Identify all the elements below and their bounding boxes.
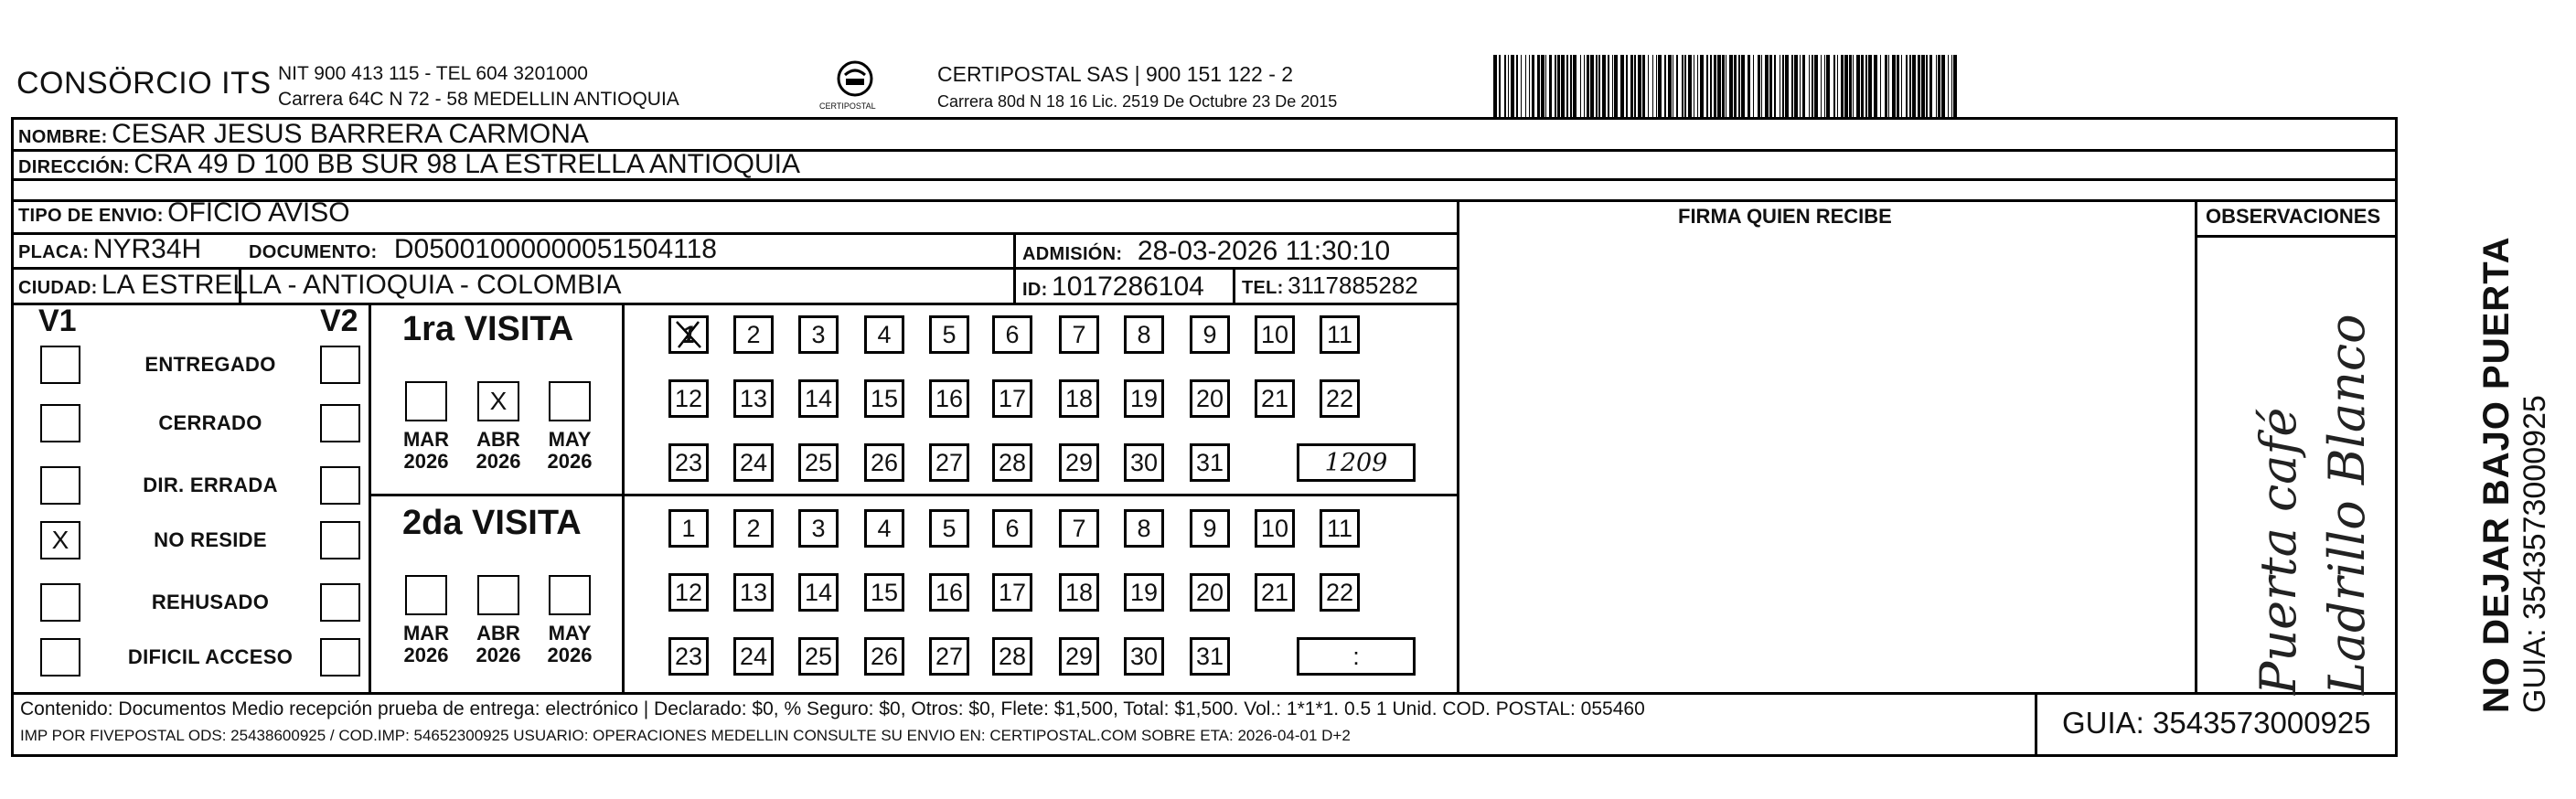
company-nit: NIT 900 413 115 - TEL 604 3201000 <box>278 63 588 84</box>
visit-month-checkbox[interactable] <box>549 381 591 421</box>
visit-day-box[interactable]: 2 <box>733 315 774 354</box>
visit-day-box[interactable]: 11 <box>1320 315 1360 354</box>
visit-day-box[interactable]: 25 <box>798 443 839 482</box>
visit-time-box[interactable]: : <box>1297 637 1416 676</box>
side-guia: GUIA: 3543573000925 <box>2517 395 2552 713</box>
id-value: 1017286104 <box>1052 272 1204 302</box>
visit-day-box[interactable]: 2 <box>733 509 774 548</box>
month-year: 2026 <box>476 644 521 666</box>
visit-day-box[interactable]: 9 <box>1190 315 1230 354</box>
visit-day-box[interactable]: 26 <box>864 443 904 482</box>
company-address: Carrera 64C N 72 - 58 MEDELLIN ANTIOQUIA <box>278 89 679 110</box>
month-name: MAY <box>548 428 592 451</box>
side-notice <box>2476 236 2553 713</box>
visit-day-box[interactable]: 31 <box>1190 637 1230 676</box>
tel-label: TEL: <box>1242 278 1284 298</box>
visit-month-label <box>396 623 456 666</box>
visit-day-box[interactable]: 8 <box>1124 509 1164 548</box>
visit-month-checkbox[interactable] <box>405 575 447 615</box>
v2-status-checkbox[interactable] <box>320 638 360 676</box>
visit-month-label <box>540 429 600 473</box>
visit-day-box[interactable]: 20 <box>1190 379 1230 418</box>
visit-day-box[interactable]: 20 <box>1190 573 1230 612</box>
observations-title: OBSERVACIONES <box>2206 205 2381 228</box>
visit-day-box[interactable]: 22 <box>1320 573 1360 612</box>
visit-day-box[interactable]: 23 <box>668 637 709 676</box>
visit-day-box[interactable]: 15 <box>864 379 904 418</box>
visit-day-box[interactable]: 27 <box>929 443 969 482</box>
plate-label: PLACA: <box>18 242 90 262</box>
month-year: 2026 <box>476 450 521 473</box>
plate-value: NYR34H <box>92 234 202 264</box>
visit-day-box[interactable]: 3 <box>798 315 839 354</box>
visit-day-box[interactable]: 19 <box>1124 573 1164 612</box>
visit-day-box[interactable]: 18 <box>1059 379 1099 418</box>
visit-day-box[interactable]: 30 <box>1124 443 1164 482</box>
visit-month-checkbox[interactable] <box>477 575 519 615</box>
visit-day-box[interactable]: 5 <box>929 509 969 548</box>
visit-day-box[interactable]: 27 <box>929 637 969 676</box>
month-year: 2026 <box>547 450 593 473</box>
visit-day-box[interactable]: 6 <box>992 315 1032 354</box>
recipient-address: CRA 49 D 100 BB SUR 98 LA ESTRELLA ANTIOQUIA <box>134 149 801 179</box>
visit-day-box[interactable]: 13 <box>733 379 774 418</box>
month-name: ABR <box>476 622 520 645</box>
status-label: CERRADO <box>158 411 262 434</box>
month-year: 2026 <box>403 644 449 666</box>
visit-month-label <box>468 429 529 473</box>
visit-day-box[interactable]: 11 <box>1320 509 1360 548</box>
visit-day-box[interactable]: 16 <box>929 379 969 418</box>
visit-day-box[interactable]: 10 <box>1255 315 1295 354</box>
visit-day-box[interactable]: 24 <box>733 443 774 482</box>
certipostal-company: CERTIPOSTAL SAS | 900 151 122 - 2 <box>937 62 1294 86</box>
status-label: REHUSADO <box>151 591 270 613</box>
certipostal-license: Carrera 80d N 18 16 Lic. 2519 De Octubre 23 De 2015 <box>937 92 1338 111</box>
v2-header: V2 <box>320 304 358 338</box>
tracking-barcode <box>1493 55 2218 117</box>
v1-status-checkbox[interactable]: X <box>40 521 80 559</box>
status-label: ENTREGADO <box>144 353 276 376</box>
visit-day-box[interactable]: 10 <box>1255 509 1295 548</box>
document-label: DOCUMENTO: <box>249 242 378 262</box>
v1-status-checkbox[interactable] <box>40 404 80 442</box>
visit-day-box[interactable]: 30 <box>1124 637 1164 676</box>
visit-day-box[interactable]: 8 <box>1124 315 1164 354</box>
print-info: IMP POR FIVEPOSTAL ODS: 25438600925 / COD.IMP: 54652300925 USUARIO: OPERACIONES MEDELLIN CONSULTE SU ENVIO EN: CERTIPOSTAL.COM SOBRE ETA: 2026-04-01 D+2 <box>20 727 1351 744</box>
visit-day-box[interactable]: 4 <box>864 509 904 548</box>
visit-day-box[interactable]: 25 <box>798 637 839 676</box>
company-brand: CONSÖRCIO ITS <box>16 66 272 101</box>
visit-day-box[interactable]: 12 <box>668 379 709 418</box>
visit-day-box[interactable]: 1 <box>668 315 709 354</box>
v2-status-checkbox[interactable] <box>320 521 360 559</box>
visit-day-box[interactable]: 21 <box>1255 379 1295 418</box>
visit-day-box[interactable]: 31 <box>1190 443 1230 482</box>
month-name: MAR <box>402 622 450 645</box>
visit-day-box[interactable]: 18 <box>1059 573 1099 612</box>
visit-title: 1ra VISITA <box>402 310 574 348</box>
visit-time-box[interactable]: 1209 <box>1297 443 1416 482</box>
visit-day-box[interactable]: 19 <box>1124 379 1164 418</box>
visit-day-box[interactable]: 23 <box>668 443 709 482</box>
visit-day-box[interactable]: 6 <box>992 509 1032 548</box>
month-year: 2026 <box>403 450 449 473</box>
visit-day-box[interactable]: 17 <box>992 379 1032 418</box>
visit-day-box[interactable]: 21 <box>1255 573 1295 612</box>
v1-status-checkbox[interactable] <box>40 346 80 384</box>
address-label: DIRECCIÓN: <box>18 157 130 177</box>
v2-status-checkbox[interactable] <box>320 466 360 505</box>
visit-day-box[interactable]: 29 <box>1059 637 1099 676</box>
visit-day-box[interactable]: 13 <box>733 573 774 612</box>
visit-month-checkbox[interactable]: X <box>477 381 519 421</box>
visit-day-box[interactable]: 14 <box>798 573 839 612</box>
visit-month-label <box>540 623 600 666</box>
status-label: DIFICIL ACCESO <box>127 645 294 668</box>
visit-month-label <box>468 623 529 666</box>
visit-day-box[interactable]: 28 <box>992 637 1032 676</box>
month-name: MAY <box>548 622 592 645</box>
signature-area[interactable] <box>1459 238 2195 690</box>
status-label: DIR. ERRADA <box>143 474 278 496</box>
visit-day-box[interactable]: 22 <box>1320 379 1360 418</box>
visit-day-box[interactable]: 7 <box>1059 315 1099 354</box>
visit-month-label <box>396 429 456 473</box>
month-name: MAR <box>402 428 450 451</box>
visit-day-box[interactable]: 16 <box>929 573 969 612</box>
shipment-contents: Contenido: Documentos Medio recepción prueba de entrega: electrónico | Declarado: $0, % Seguro: $0, Otros: $0, Flete: $1,500, Total: $1,500. Vol.: 1*1*1. 0.5 1 Unid. COD. POSTAL: 055460 <box>20 698 1645 719</box>
v2-status-checkbox[interactable] <box>320 346 360 384</box>
visit-day-box[interactable]: 24 <box>733 637 774 676</box>
admission-value: 28-03-2026 11:30:10 <box>1137 236 1391 266</box>
visit-day-box[interactable]: 15 <box>864 573 904 612</box>
visit-day-box[interactable]: 9 <box>1190 509 1230 548</box>
v2-status-checkbox[interactable] <box>320 583 360 622</box>
observation-handwriting-2: Ladrillo Blanco <box>2318 314 2376 695</box>
observation-handwriting-1: Puerta café <box>2250 407 2307 695</box>
v1-status-checkbox[interactable] <box>40 583 80 622</box>
visit-day-box[interactable]: 5 <box>929 315 969 354</box>
signature-title: FIRMA QUIEN RECIBE <box>1678 205 1892 228</box>
visit-day-box[interactable]: 26 <box>864 637 904 676</box>
month-name: ABR <box>476 428 520 451</box>
logo-caption: CERTIPOSTAL <box>819 101 876 111</box>
visit-day-box[interactable]: 17 <box>992 573 1032 612</box>
visit-day-box[interactable]: 29 <box>1059 443 1099 482</box>
visit-day-box[interactable]: 12 <box>668 573 709 612</box>
visit-day-box[interactable]: 3 <box>798 509 839 548</box>
v1-status-checkbox[interactable] <box>40 466 80 505</box>
status-label: NO RESIDE <box>154 528 267 551</box>
document-value: D05001000000051504118 <box>393 234 717 264</box>
tel-value: 3117885282 <box>1288 272 1418 299</box>
visit-month-checkbox[interactable] <box>549 575 591 615</box>
v1-status-checkbox[interactable] <box>40 638 80 676</box>
visit-title: 2da VISITA <box>402 504 582 542</box>
name-label: NOMBRE: <box>18 127 108 147</box>
recipient-name: CESAR JESUS BARRERA CARMONA <box>112 119 589 149</box>
visit-day-box[interactable]: 4 <box>864 315 904 354</box>
send-type: OFICIO AVISO <box>167 197 350 228</box>
admission-label: ADMISIÓN: <box>1022 244 1123 264</box>
v1-header: V1 <box>38 304 77 338</box>
visit-day-box[interactable]: 7 <box>1059 509 1099 548</box>
visit-day-box[interactable]: 14 <box>798 379 839 418</box>
send-type-label: TIPO DE ENVIO: <box>18 206 164 226</box>
month-year: 2026 <box>547 644 593 666</box>
city-label: CIUDAD: <box>18 278 98 298</box>
footer-guia: GUIA: 3543573000925 <box>2062 706 2371 740</box>
v2-status-checkbox[interactable] <box>320 404 360 442</box>
visit-day-box[interactable]: 1 <box>668 509 709 548</box>
side-warning: NO DEJAR BAJO PUERTA <box>2476 236 2517 713</box>
city-value: LA ESTRELLA - ANTIOQUIA - COLOMBIA <box>102 270 622 300</box>
id-label: ID: <box>1022 280 1048 300</box>
visit-month-checkbox[interactable] <box>405 381 447 421</box>
visit-day-box[interactable]: 28 <box>992 443 1032 482</box>
